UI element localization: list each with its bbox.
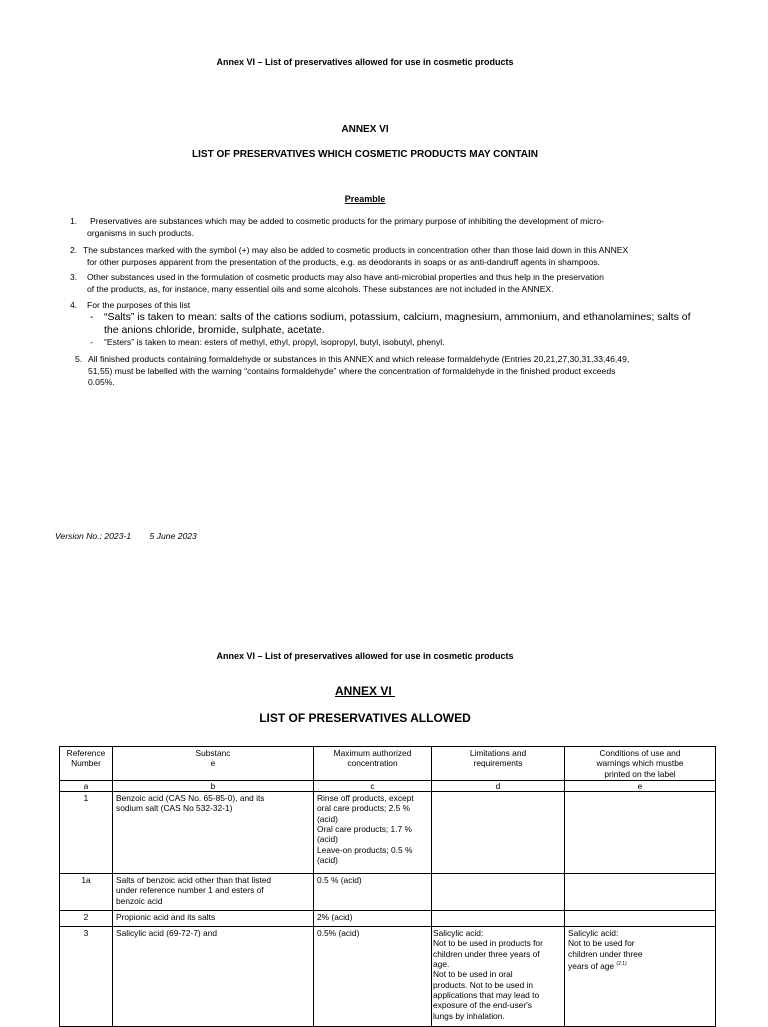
header-text: Number xyxy=(71,758,101,769)
cell-text: (acid) xyxy=(317,854,338,865)
cell-text: age. xyxy=(433,959,450,970)
cell-text: Benzoic acid (CAS No. 65-85-0), and its xyxy=(116,793,265,804)
column-letter: e xyxy=(565,780,716,791)
column-letter: c xyxy=(314,780,432,791)
cell-text: under reference number 1 and esters of xyxy=(116,885,264,896)
table-header-row xyxy=(60,747,716,781)
column-letter: d xyxy=(432,780,565,791)
substance-cell xyxy=(113,874,314,911)
reference-number: 1 xyxy=(60,792,113,874)
reference-number: 1a xyxy=(60,874,113,911)
item-text: organisms in such products. xyxy=(87,227,194,238)
header-conditions xyxy=(565,747,716,781)
item-text: 0.05%. xyxy=(88,377,115,387)
cell-text: (acid) xyxy=(317,834,338,845)
header-text: Limitations and xyxy=(469,748,527,758)
preamble-list xyxy=(70,216,710,396)
reference-number: 3 xyxy=(60,927,113,1027)
table-row xyxy=(60,911,716,927)
item-text: of the products, as, for instance, many essential oils and some alcohols. These substances are not included in the ANNEX. xyxy=(87,283,554,294)
header-max-concentration xyxy=(314,747,432,781)
cell-text: benzoic acid xyxy=(116,895,163,906)
version-footer xyxy=(55,531,197,541)
cell-text: lungs by inhalation. xyxy=(433,1010,505,1021)
limitations-cell xyxy=(432,792,565,874)
max-concentration-cell: 0.5 % (acid) xyxy=(314,874,432,911)
salts-text: “Salts” is taken to mean: salts of the cations sodium, potassium, calcium, magnesium, ammonium, and ethanolamines; salts of xyxy=(104,311,691,323)
dash: - xyxy=(90,337,93,347)
item-number: 3. xyxy=(70,272,78,282)
preservatives-table xyxy=(59,746,716,1027)
header-text: Reference xyxy=(66,748,106,758)
reference-number: 2 xyxy=(60,911,113,927)
esters-text: “Esters” is taken to mean: esters of methyl, ethyl, propyl, isopropyl, butyl, isobutyl, phenyl. xyxy=(104,337,445,347)
version-number: Version No.: 2023-1 xyxy=(55,531,132,541)
item-text: For the purposes of this list xyxy=(87,300,191,310)
cell-text: Salicylic acid: xyxy=(568,928,619,939)
cell-text: exposure of the end-user's xyxy=(433,1000,532,1011)
header-text: requirements xyxy=(473,758,523,769)
cell-text: Salicylic acid: xyxy=(433,928,484,939)
dash: - xyxy=(90,311,94,323)
cell-text: children under three years of xyxy=(433,948,540,959)
cell-text-with-footnote xyxy=(568,959,712,971)
conditions-cell xyxy=(565,911,716,927)
table-row xyxy=(60,792,716,874)
running-header: Annex VI – List of preservatives allowed for use in cosmetic products xyxy=(216,57,514,67)
cell-text: Not to be used in oral xyxy=(433,969,513,980)
cell-text: (acid) xyxy=(317,813,338,824)
header-text: concentration xyxy=(347,758,398,769)
substance-cell: Salicylic acid (69-72-7) and xyxy=(113,927,314,1027)
cell-text: Rinse off products, except xyxy=(317,793,414,804)
item-text: The substances marked with the symbol (+) may also be added to cosmetic products in concentration other than those laid down in this ANNEX xyxy=(83,245,629,255)
conditions-cell xyxy=(565,927,716,1027)
column-letter: b xyxy=(113,780,314,791)
max-concentration-cell xyxy=(314,792,432,874)
footnote-marker: (2.1) xyxy=(616,961,627,968)
cell-text: Oral care products; 1.7 % xyxy=(317,824,412,835)
header-reference-number xyxy=(60,747,113,781)
table-row xyxy=(60,927,716,1027)
item-text: Preservatives are substances which may be added to cosmetic products for the primary purpose of inhibiting the development of micro- xyxy=(90,216,604,226)
cell-text: sodium salt (CAS No 532-32-1) xyxy=(116,803,233,814)
cell-text: Leave-on products; 0.5 % xyxy=(317,844,413,855)
limitations-cell xyxy=(432,874,565,911)
cell-text: applications that may lead to xyxy=(433,989,540,1000)
header-text: warnings which mustbe xyxy=(596,758,684,769)
preamble-heading: Preamble xyxy=(344,194,386,204)
list-title-page-2: LIST OF PRESERVATIVES ALLOWED xyxy=(259,711,471,725)
cell-text: oral care products; 2.5 % xyxy=(317,803,411,814)
limitations-cell xyxy=(432,927,565,1027)
item-text: Other substances used in the formulation of cosmetic products may also have anti-microbial properties and thus help in the preservation xyxy=(87,272,604,282)
item-number: 2. xyxy=(70,245,78,255)
conditions-cell xyxy=(565,792,716,874)
cell-text: children under three xyxy=(568,948,643,959)
conditions-cell xyxy=(565,874,716,911)
cell-text: Salts of benzoic acid other than that listed xyxy=(116,875,272,886)
cell-text: Not to be used in products for xyxy=(433,938,543,949)
header-text: printed on the label xyxy=(604,768,676,779)
annex-title-page-2: ANNEX VI xyxy=(334,684,395,698)
header-limitations xyxy=(432,747,565,781)
salts-text: the anions chloride, bromide, sulphate, acetate. xyxy=(104,324,325,336)
header-substance xyxy=(113,747,314,781)
item-text: All finished products containing formaldehyde or substances in this ANNEX and which release formaldehyde (Entries 20,21,27,30,31,33,46,49, xyxy=(88,354,630,364)
running-header-page-2: Annex VI – List of preservatives allowed for use in cosmetic products xyxy=(216,651,514,661)
header-text: Maximum authorized xyxy=(333,748,412,758)
cell-text: products. Not to be used in xyxy=(433,979,534,990)
item-number: 1. xyxy=(70,216,78,226)
substance-cell: Propionic acid and its salts xyxy=(113,911,314,927)
item-text: for other purposes apparent from the presentation of the products, e.g. as deodorants in soaps or as anti-dandruff agents in shampoos. xyxy=(87,256,600,267)
cell-text: Not to be used for xyxy=(568,938,635,949)
limitations-cell xyxy=(432,911,565,927)
cell-text: years of age xyxy=(568,960,615,971)
annex-title: ANNEX VI xyxy=(341,124,389,135)
substance-cell xyxy=(113,792,314,874)
max-concentration-cell: 0.5% (acid) xyxy=(314,927,432,1027)
table-row xyxy=(60,874,716,911)
header-text: Substanc xyxy=(195,748,231,758)
header-text: Conditions of use and xyxy=(599,748,681,758)
item-number: 5. xyxy=(75,354,83,364)
table-letter-row xyxy=(60,780,716,791)
list-title: LIST OF PRESERVATIVES WHICH COSMETIC PRODUCTS MAY CONTAIN xyxy=(192,149,538,160)
column-letter: a xyxy=(60,780,113,791)
item-text: 51,55) must be labelled with the warning “contains formaldehyde” where the concentration of formaldehyde in the finished product exceeds xyxy=(88,365,616,376)
item-number: 4. xyxy=(70,300,78,310)
max-concentration-cell: 2% (acid) xyxy=(314,911,432,927)
version-date: 5 June 2023 xyxy=(149,531,197,541)
header-text: e xyxy=(210,758,216,769)
